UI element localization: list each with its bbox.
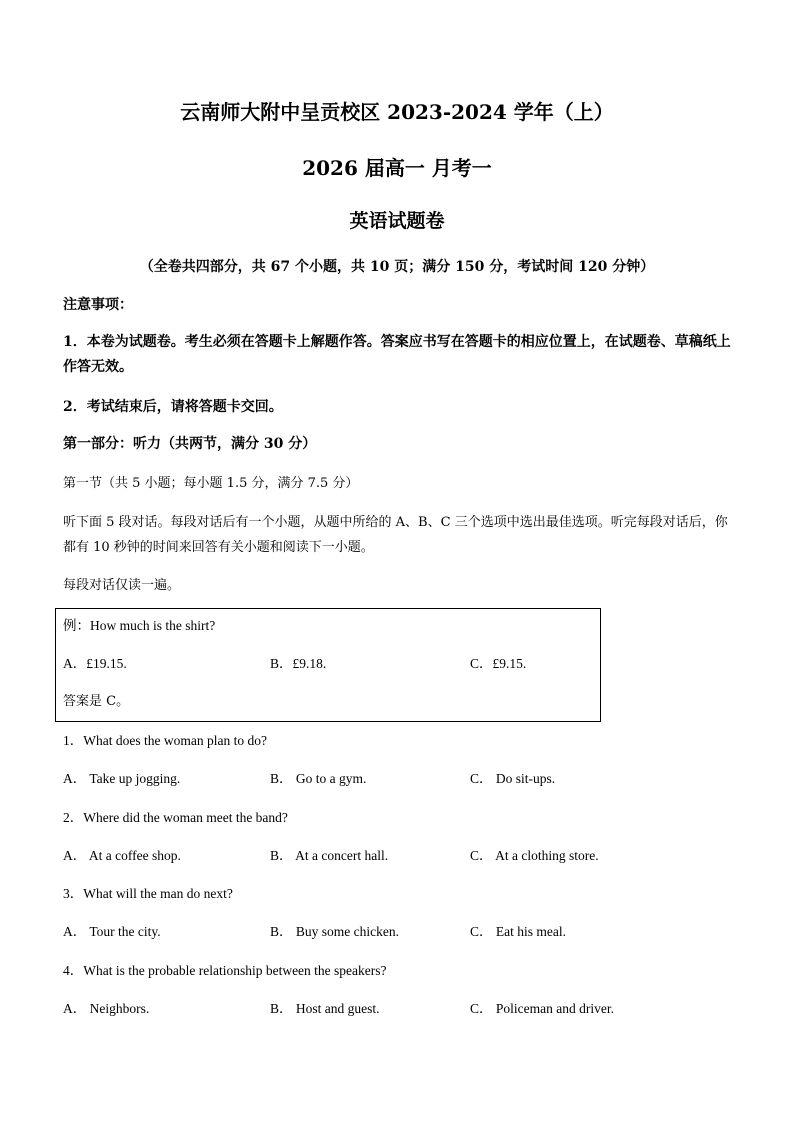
option-b: B． Buy some chicken. (270, 924, 399, 939)
option-a: A． Take up jogging. (63, 771, 181, 786)
option-c: C． Policeman and driver. (470, 1001, 614, 1016)
option-a: A． Neighbors. (63, 1001, 150, 1016)
example-question: 例：How much is the shirt? (63, 618, 216, 633)
question-stem: 3．What will the man do next? (63, 886, 233, 901)
example-answer: 答案是 C。 (63, 694, 130, 709)
listening-instruction: 听下面 5 段对话。每段对话后有一个小题，从题中所给的 A、B、C 三个选项中选出最佳选项。听完每段对话后，你都有 10 秒钟的时间来回答有关小题和阅读下一小题。 (63, 515, 728, 555)
option-c: C． Do sit-ups. (470, 771, 556, 786)
question-stem: 1．What does the woman plan to do? (63, 733, 267, 748)
question-stem: 4．What is the probable relationship between the speakers? (63, 963, 387, 978)
read-once-note: 每段对话仅读一遍。 (63, 578, 181, 593)
class-title: 2026 届高一 月考一 (302, 156, 492, 180)
question-stem: 2．Where did the woman meet the band? (63, 810, 288, 825)
exam-info: （全卷共四部分，共 67 个小题，共 10 页；满分 150 分，考试时间 120 分钟） (139, 259, 655, 275)
subject-title: 英语试题卷 (349, 210, 445, 232)
school-title: 云南师大附中呈贡校区 2023-2024 学年（上） (180, 100, 614, 124)
part1-heading: 第一部分：听力（共两节，满分 30 分） (63, 436, 317, 452)
notice-heading: 注意事项： (63, 297, 133, 313)
option-b: B． At a concert hall. (270, 848, 389, 863)
option-c: C． At a clothing store. (470, 848, 599, 863)
option-b: B． Host and guest. (270, 1001, 380, 1016)
option-c: C． Eat his meal. (470, 924, 566, 939)
example-box (55, 608, 601, 722)
example-option-b: B．£9.18. (270, 656, 327, 671)
notice-item-2: 2．考试结束后，请将答题卡交回。 (63, 399, 283, 415)
option-a: A． At a coffee shop. (63, 848, 181, 863)
section1-heading: 第一节（共 5 小题；每小题 1.5 分，满分 7.5 分） (63, 476, 359, 491)
option-b: B． Go to a gym. (270, 771, 367, 786)
example-option-c: C．£9.15. (470, 656, 527, 671)
option-a: A． Tour the city. (63, 924, 161, 939)
example-option-a: A．£19.15. (63, 656, 127, 671)
notice-item-1: 1．本卷为试题卷。考生必须在答题卡上解题作答。答案应书写在答题卡的相应位置上，在试题卷、草稿纸上作答无效。 (63, 334, 731, 375)
